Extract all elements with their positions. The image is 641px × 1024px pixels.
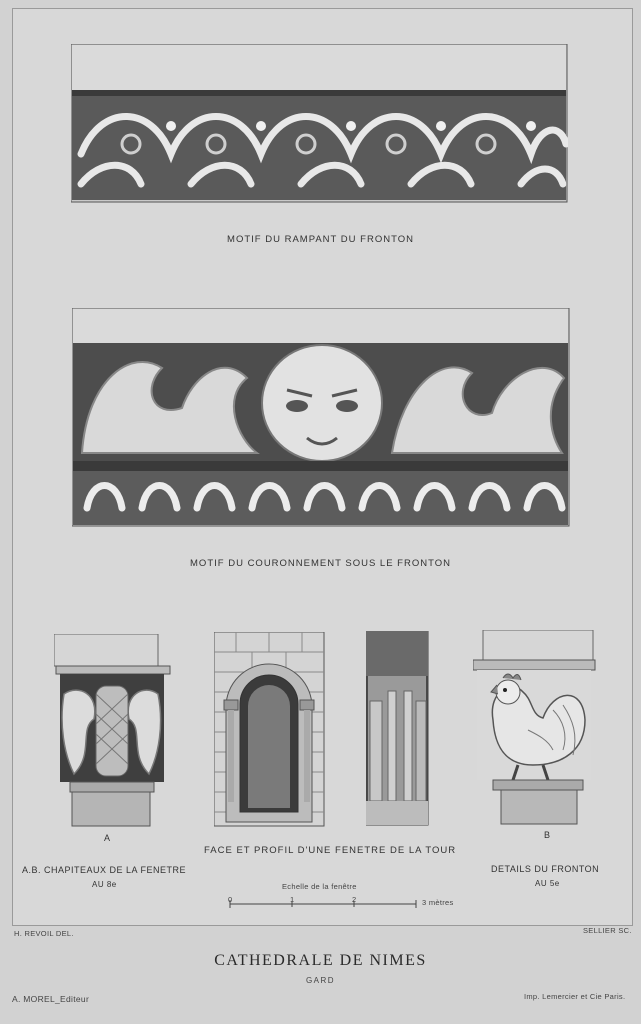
scale-bar	[228, 898, 420, 910]
scale-tick-2: 2	[352, 895, 357, 904]
caption-window: FACE ET PROFIL D'UNE FENETRE DE LA TOUR	[204, 845, 457, 856]
note-fronton: DETAILS DU FRONTON	[491, 864, 600, 874]
artist-credit-left: H. REVOIL DEL.	[14, 929, 74, 938]
rampant-frieze-illustration	[71, 44, 568, 204]
artist-credit-right: SELLIER SC.	[583, 926, 632, 935]
note-chapiteaux: A.B. CHAPITEAUX DE LA FENETRE	[22, 865, 187, 875]
capital-a-illustration	[54, 634, 172, 828]
scale-tick-1: 1	[290, 895, 295, 904]
caption-rampant: MOTIF DU RAMPANT DU FRONTON	[227, 234, 414, 245]
window-face-illustration	[214, 632, 326, 828]
label-a: A	[104, 833, 111, 843]
scale-unit: 3 mètres	[422, 898, 454, 907]
window-profile-illustration	[366, 631, 430, 827]
caption-couronnement: MOTIF DU COURONNEMENT SOUS LE FRONTON	[190, 558, 451, 569]
note-fronton-scale: AU 5e	[535, 879, 560, 888]
plate-title: CATHEDRALE DE NIMES	[214, 952, 427, 969]
publisher-credit: A. MOREL_Editeur	[12, 994, 90, 1004]
scale-tick-0: 0	[228, 895, 233, 904]
capital-b-illustration	[473, 630, 597, 826]
label-b: B	[544, 830, 551, 840]
printer-credit: Imp. Lemercier et Cie Paris.	[524, 992, 626, 1001]
plate-subtitle: GARD	[305, 976, 336, 985]
couronnement-frieze-illustration	[72, 308, 570, 528]
note-chapiteaux-scale: AU 8e	[92, 880, 117, 889]
scale-title: Echelle de la fenêtre	[282, 882, 357, 891]
